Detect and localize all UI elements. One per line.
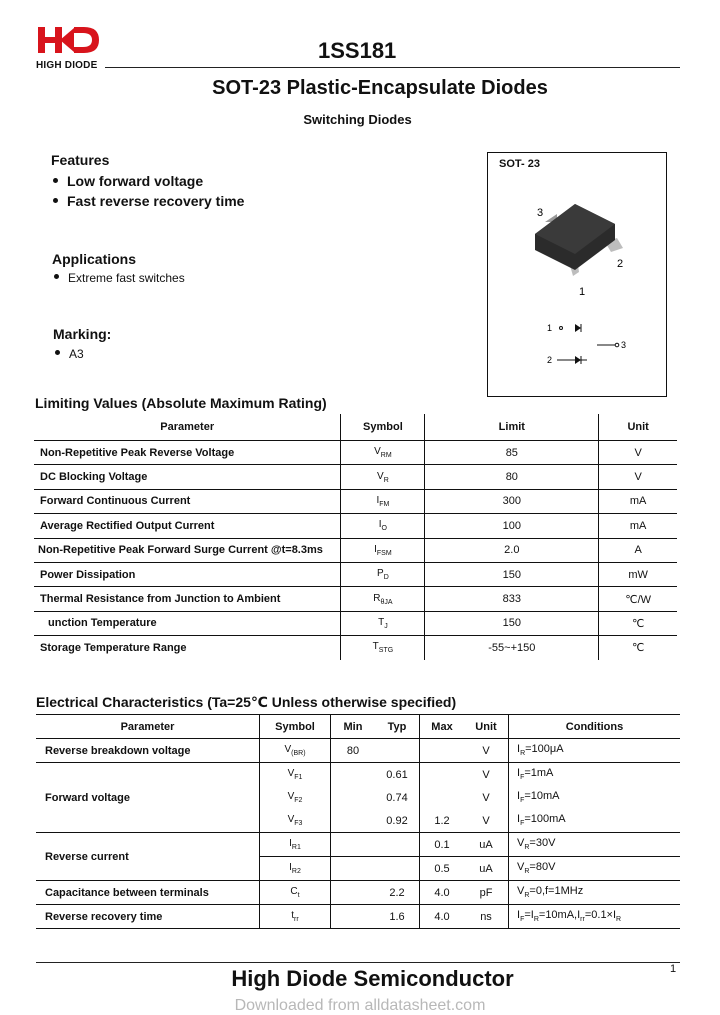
typ-cell: [375, 833, 420, 857]
table-row: [34, 611, 677, 635]
symbol-cell: $t_{rr}$: [260, 905, 331, 929]
symbol-cell: $I_{R2}$: [260, 857, 331, 881]
package-label: SOT- 23: [499, 158, 540, 170]
min-cell: [331, 786, 376, 809]
symbol-cell: $V_{F3}$: [260, 809, 331, 833]
unit-cell: V: [464, 809, 509, 833]
features-item: [53, 173, 203, 189]
pin-2-label: 2: [617, 258, 624, 270]
param-cell: Reverse recovery time: [36, 905, 260, 929]
symbol-cell: $V_{F1}$: [260, 763, 331, 787]
limit-cell: 100: [425, 514, 599, 538]
symbol-cell: $V_{(BR)}$: [260, 739, 331, 763]
min-cell: [331, 905, 376, 929]
param-cell: Non-Repetitive Peak Forward Surge Current @t=8.3ms: [34, 538, 341, 562]
min-cell: [331, 833, 376, 857]
electrical-title: Electrical Characteristics (Ta=25℃ Unless otherwise specified): [36, 694, 457, 710]
unit-cell: V: [599, 465, 677, 489]
param-cell: Capacitance between terminals: [36, 881, 260, 905]
min-cell: [331, 881, 376, 905]
limit-cell: 85: [425, 441, 599, 465]
table-row: [36, 763, 680, 787]
features-item-text: Low forward voltage: [67, 173, 204, 189]
conditions-cell: $I_F=100mA$: [509, 809, 681, 833]
bullet-icon: [55, 350, 60, 355]
max-cell: 0.1: [420, 833, 465, 857]
limit-cell: 150: [425, 611, 599, 635]
param-cell: Forward Continuous Current: [34, 489, 341, 513]
limit-cell: 80: [425, 465, 599, 489]
applications-heading: Applications: [52, 251, 137, 267]
table-header-row: [36, 715, 680, 739]
max-cell: [420, 786, 465, 809]
min-cell: [331, 857, 376, 881]
max-cell: 4.0: [420, 905, 465, 929]
conditions-cell: $V_R=0,f=1MHz$: [509, 881, 681, 905]
marking-item: [55, 347, 84, 361]
diode-schematic-icon: [547, 323, 626, 365]
conditions-cell: $I_R=100\mu A$: [509, 739, 681, 763]
applications-item-text: Extreme fast switches: [68, 271, 185, 285]
table-row: [34, 514, 677, 538]
param-cell: Average Rectified Output Current: [34, 514, 341, 538]
typ-cell: 0.61: [386, 768, 408, 781]
footer-rule: [36, 962, 680, 963]
footer-company: High Diode Semiconductor: [231, 966, 514, 991]
symbol-cell: $V_{F2}$: [260, 786, 331, 809]
conditions-cell: $I_F=I_R=10mA,I_{rr}=0.1\times I_R$: [509, 905, 681, 929]
max-cell: 4.0: [420, 881, 465, 905]
applications-item: [54, 271, 185, 285]
table-row: [34, 538, 677, 562]
col-header: Parameter: [34, 414, 341, 441]
col-header: Symbol: [341, 414, 425, 441]
col-header: Unit: [464, 715, 509, 739]
min-cell: [331, 809, 376, 833]
param-cell: Storage Temperature Range: [40, 641, 187, 654]
unit-cell: pF: [464, 881, 509, 905]
table-row: [34, 465, 677, 489]
marking-item-text: A3: [69, 347, 84, 361]
max-cell: [420, 739, 465, 763]
page-subtitle: Switching Diodes: [303, 112, 412, 127]
table-row: [34, 636, 677, 660]
pin-3-label: 3: [537, 207, 544, 219]
table-row: [36, 905, 680, 929]
part-number: 1SS181: [318, 38, 397, 63]
limit-cell: -55~+150: [425, 636, 599, 660]
unit-cell: ns: [464, 905, 509, 929]
unit-cell: uA: [464, 857, 509, 881]
features-heading: Features: [51, 152, 110, 168]
param-cell: Non-Repetitive Peak Reverse Voltage: [34, 441, 341, 465]
symbol-cell: $V_R$: [341, 465, 425, 489]
limit-cell: 300: [425, 489, 599, 513]
table-row: [36, 739, 680, 763]
col-header: Parameter: [36, 715, 260, 739]
table-row: [34, 441, 677, 465]
col-header: Limit: [425, 414, 599, 441]
col-header: Min: [331, 715, 376, 739]
features-item-text: Fast reverse recovery time: [67, 193, 245, 209]
schematic-pin-2: 2: [547, 355, 553, 365]
unit-cell: V: [482, 791, 490, 804]
conditions-cell: $I_F=10mA$: [509, 786, 681, 809]
bullet-icon: [53, 198, 58, 203]
col-header: Max: [420, 715, 465, 739]
typ-cell: [375, 739, 420, 763]
electrical-table: [36, 714, 680, 929]
schematic-pin-1: 1: [547, 323, 553, 333]
symbol-cell: $I_{FM}$: [341, 489, 425, 513]
symbol-cell: $I_{FSM}$: [341, 538, 425, 562]
unit-cell: uA: [464, 833, 509, 857]
unit-cell: mW: [599, 562, 677, 586]
symbol-cell: $C_t$: [260, 881, 331, 905]
bullet-icon: [54, 274, 59, 279]
param-cell: DC Blocking Voltage: [34, 465, 341, 489]
limit-cell: 150: [425, 562, 599, 586]
pin-1-label: 1: [579, 286, 586, 298]
unit-cell: mA: [599, 514, 677, 538]
sot23-package-diagram: [487, 190, 665, 380]
param-cell: Reverse current: [36, 833, 260, 881]
limiting-values-table: [34, 414, 677, 660]
table-row: [36, 881, 680, 905]
max-cell: [420, 763, 465, 787]
max-cell: 1.2: [420, 809, 465, 833]
header-rule: [105, 67, 680, 68]
unit-cell: V: [464, 739, 509, 763]
min-cell: 80: [331, 739, 376, 763]
watermark: Downloaded from alldatasheet.com: [234, 997, 486, 1014]
symbol-cell: $T_J$: [341, 611, 425, 635]
conditions-cell: $V_R=30V$: [509, 833, 681, 857]
conditions-cell: $I_F=1mA$: [509, 763, 681, 787]
unit-cell: A: [599, 538, 677, 562]
symbol-cell: $R_{\theta JA}$: [341, 587, 425, 611]
limit-cell: 833: [425, 587, 599, 611]
typ-cell: 1.6: [375, 905, 420, 929]
col-header: Symbol: [260, 715, 331, 739]
brand-name: HIGH DIODE: [36, 60, 98, 71]
bullet-icon: [53, 178, 58, 183]
typ-cell: 2.2: [375, 881, 420, 905]
col-header: Conditions: [509, 715, 681, 739]
limit-cell: 2.0: [425, 538, 599, 562]
table-row: [34, 489, 677, 513]
table-row: [34, 587, 677, 611]
unit-cell: ℃/W: [599, 587, 677, 611]
page-number: 1: [670, 963, 677, 975]
min-cell: [331, 763, 376, 787]
param-cell: unction Temperature: [34, 611, 341, 635]
page-title: SOT-23 Plastic-Encapsulate Diodes: [212, 77, 548, 99]
unit-cell: ℃: [599, 611, 677, 635]
param-cell: Thermal Resistance from Junction to Ambient: [34, 587, 341, 611]
unit-cell: V: [482, 768, 490, 781]
unit-cell: ℃: [599, 636, 677, 660]
symbol-cell: $I_{R1}$: [260, 833, 331, 857]
symbol-cell: $I_O$: [341, 514, 425, 538]
table-row: [36, 833, 680, 857]
conditions-cell: $V_R=80V$: [509, 857, 681, 881]
unit-cell: mA: [599, 489, 677, 513]
typ-cell: [375, 857, 420, 881]
table-row: [34, 562, 677, 586]
features-item: [53, 193, 244, 209]
limiting-values-title: Limiting Values (Absolute Maximum Rating): [35, 395, 327, 411]
col-header: Unit: [599, 414, 677, 441]
symbol-cell: $P_D$: [341, 562, 425, 586]
unit-cell: V: [599, 441, 677, 465]
symbol-cell: $V_{RM}$: [341, 441, 425, 465]
col-header: Typ: [375, 715, 420, 739]
param-cell: Power Dissipation: [34, 562, 341, 586]
typ-cell: 0.92: [375, 809, 420, 833]
table-header-row: [34, 414, 677, 441]
max-cell: 0.5: [420, 857, 465, 881]
symbol-cell: $T_{STG}$: [341, 636, 425, 660]
typ-cell: 0.74: [386, 791, 408, 804]
schematic-pin-3: 3: [621, 340, 627, 350]
param-cell: Reverse breakdown voltage: [36, 739, 260, 763]
high-diode-logo: [38, 24, 102, 58]
sot23-body-icon: [535, 204, 623, 276]
param-cell: Forward voltage: [36, 763, 260, 833]
marking-heading: Marking:: [53, 326, 112, 342]
